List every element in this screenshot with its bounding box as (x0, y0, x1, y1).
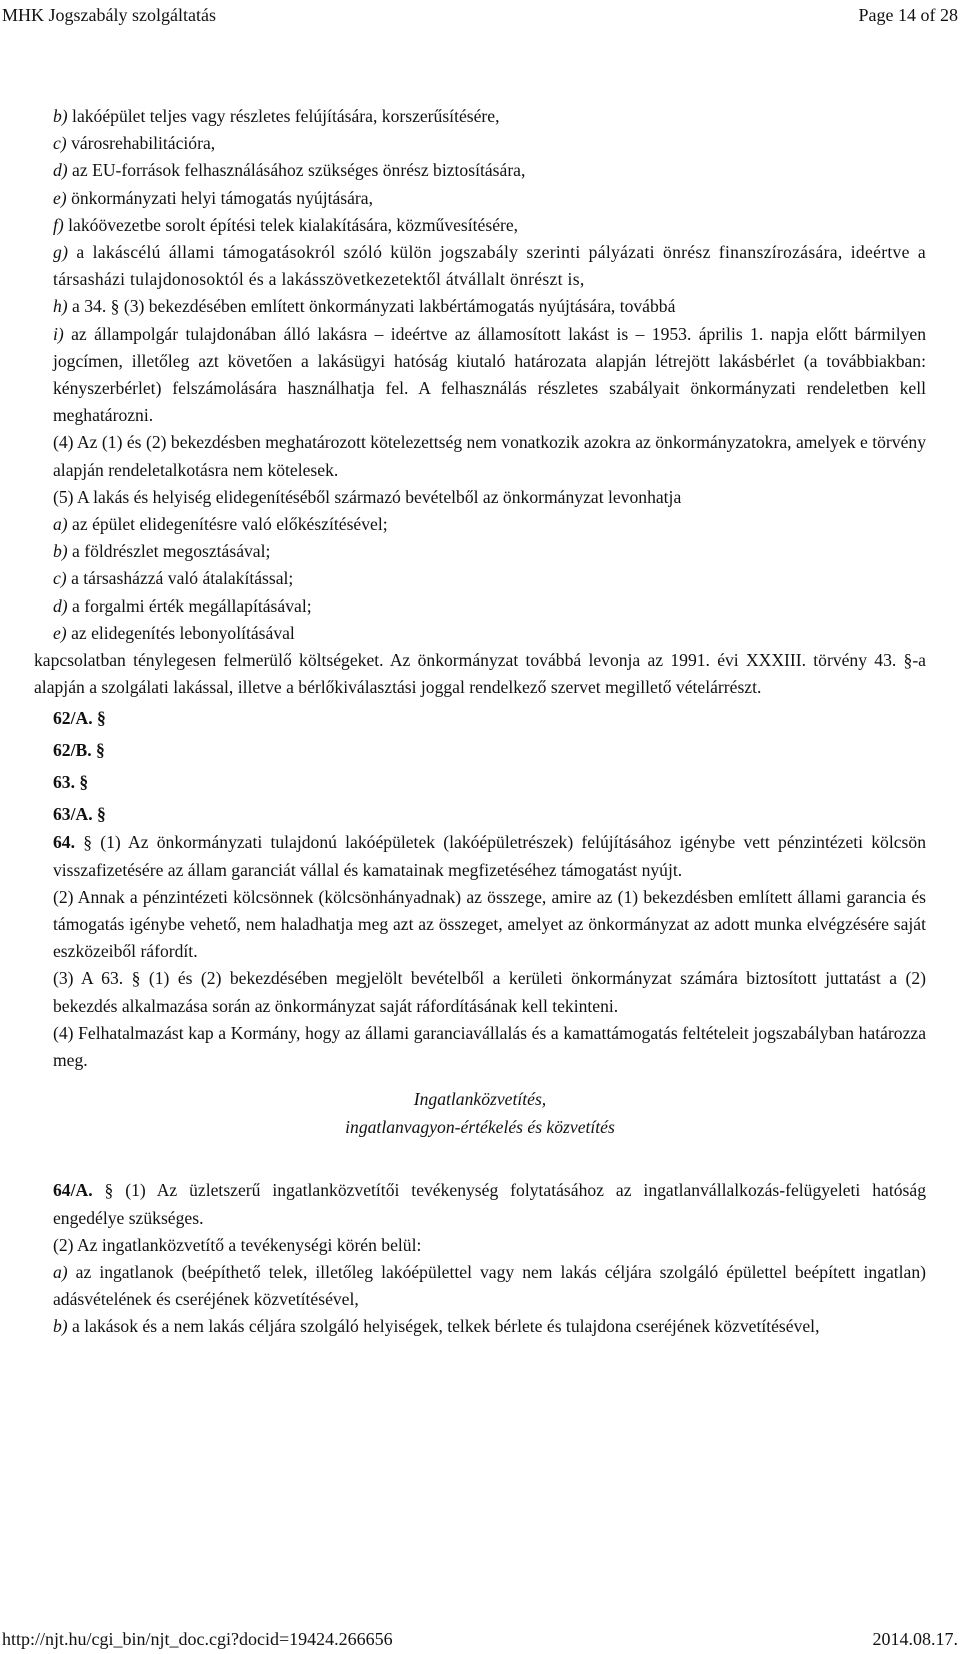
header-title: MHK Jogszabály szolgáltatás (2, 5, 216, 25)
page-footer (0, 1624, 960, 1654)
paragraph: (2) Annak a pénzintézeti kölcsönnek (kölcsönhányadnak) az összege, amire az (1) bekezdésben említett állami garancia és támogatás igénybe vehető, nem haladhatja meg azt az összeget, amelyet az önkormányzat az adott munka elvégzésére saját eszközeiből ráfordít. (53, 886, 926, 962)
paragraph: (4) Az (1) és (2) bekezdésben meghatározott kötelezettség nem vonatkozik azokra az önkormányzatokra, amelyek e törvény alapján rendeletalkotásra nem kötelesek. (53, 432, 926, 480)
paragraph: (3) A 63. § (1) és (2) bekezdésében megjelölt bevételből a kerületi önkormányzat számára biztosított juttatást a (2) bekezdés alkalmazása során az önkormányzat saját ráfordításának kell tekinteni. (53, 968, 926, 1016)
section-paragraph: 64. § (1) Az önkormányzati tulajdonú lakóépületek (lakóépületrészek) felújításához igénybe vett pénzintézeti kölcsön visszafizetésére az állam garanciát vállal és kamatainak megfizetéséhez támogatást nyújt. (53, 832, 926, 880)
section-number: 63. § (53, 772, 89, 793)
list-item: a) az ingatlanok (beépíthető telek, illetőleg lakóépülettel vagy nem lakás céljára szolgáló épülettel beépített ingatlan) adásvételének és cseréjének közvetítésével, (53, 1261, 926, 1310)
footer-date: 2014.08.17. (872, 1629, 958, 1649)
list-item: b) a lakások és a nem lakás céljára szolgáló helyiségek, telkek bérlete és tulajdona cseréjének közvetítésével, (53, 1316, 820, 1337)
header-page-number: Page 14 of 28 (858, 5, 958, 25)
paragraph: (4) Felhatalmazást kap a Kormány, hogy az állami garanciavállalás és a kamattámogatás feltételeit jogszabályban határozza meg. (53, 1022, 926, 1071)
list-item: h) a 34. § (3) bekezdésében említett önkormányzati lakbértámogatás nyújtására, továbbá (53, 296, 676, 317)
list-item: f) lakóövezetbe sorolt építési telek kialakítására, közművesítésére, (53, 214, 519, 235)
list-item: d) az EU-források felhasználásához szükséges önrész biztosítására, (53, 160, 526, 181)
list-item: c) városrehabilitációra, (53, 133, 216, 154)
paragraph: (5) A lakás és helyiség elidegenítéséből származó bevételből az önkormányzat levonhatja (53, 486, 682, 507)
list-item: d) a forgalmi érték megállapításával; (53, 595, 312, 616)
list-item: i) az állampolgár tulajdonában álló lakásra – ideértve az államosított lakást is – 1953. április 1. napja előtt bármilyen jogcímen, illetőleg azt követően a lakásügyi hatóság kiutaló határozata alapján létrejött lakásbérlet (a továbbiakban: kényszerbérlet) felszámolására használhatja fel. A felhasználás részletes szabályait önkormányzati rendeletben kell meghatározni. (53, 323, 926, 426)
section-paragraph: 64/A. § (1) Az üzletszerű ingatlanközvetítői tevékenység folytatásához az ingatlanvállalkozás-felügyeleti hatóság engedélye szükséges. (53, 1180, 926, 1228)
section-heading-line: Ingatlanközvetítés, (413, 1089, 547, 1110)
list-item: c) a társasházzá való átalakítással; (53, 568, 294, 589)
list-item: g) a lakáscélú állami támogatásokról szóló külön jogszabály szerinti pályázati önrész finanszírozására, ideértve a társasházi tulajdonosoktól és a lakásszövetkezetektől átvállalt önrészt is, (53, 242, 926, 290)
page-header (0, 0, 960, 30)
list-item: e) az elidegenítés lebonyolításával (53, 622, 295, 643)
section-heading-line: ingatlanvagyon-értékelés és közvetítés (345, 1117, 615, 1138)
list-item: b) a földrészlet megosztásával; (53, 541, 271, 562)
paragraph: kapcsolatban ténylegesen felmerülő költségeket. Az önkormányzat továbbá levonja az 1991. évi XXXIII. törvény 43. §-a alapján a szolgálati lakással, illetve a bérlőkiválasztási joggal rendelkező szervet megillető vételárrészt. (34, 650, 926, 698)
document-body (34, 103, 926, 1341)
section-heading (34, 1085, 926, 1141)
section-number: 63/A. § (53, 804, 106, 825)
list-item: a) az épület elidegenítésre való előkészítésével; (53, 514, 388, 535)
section-number: 62/A. § (53, 708, 106, 729)
footer-url: http://njt.hu/cgi_bin/njt_doc.cgi?docid=19424.266656 (2, 1629, 393, 1649)
section-number: 62/B. § (53, 740, 105, 761)
paragraph: (2) Az ingatlanközvetítő a tevékenységi körén belül: (53, 1234, 422, 1255)
list-item: e) önkormányzati helyi támogatás nyújtására, (53, 187, 373, 208)
list-item: b) lakóépület teljes vagy részletes felújítására, korszerűsítésére, (53, 106, 500, 126)
